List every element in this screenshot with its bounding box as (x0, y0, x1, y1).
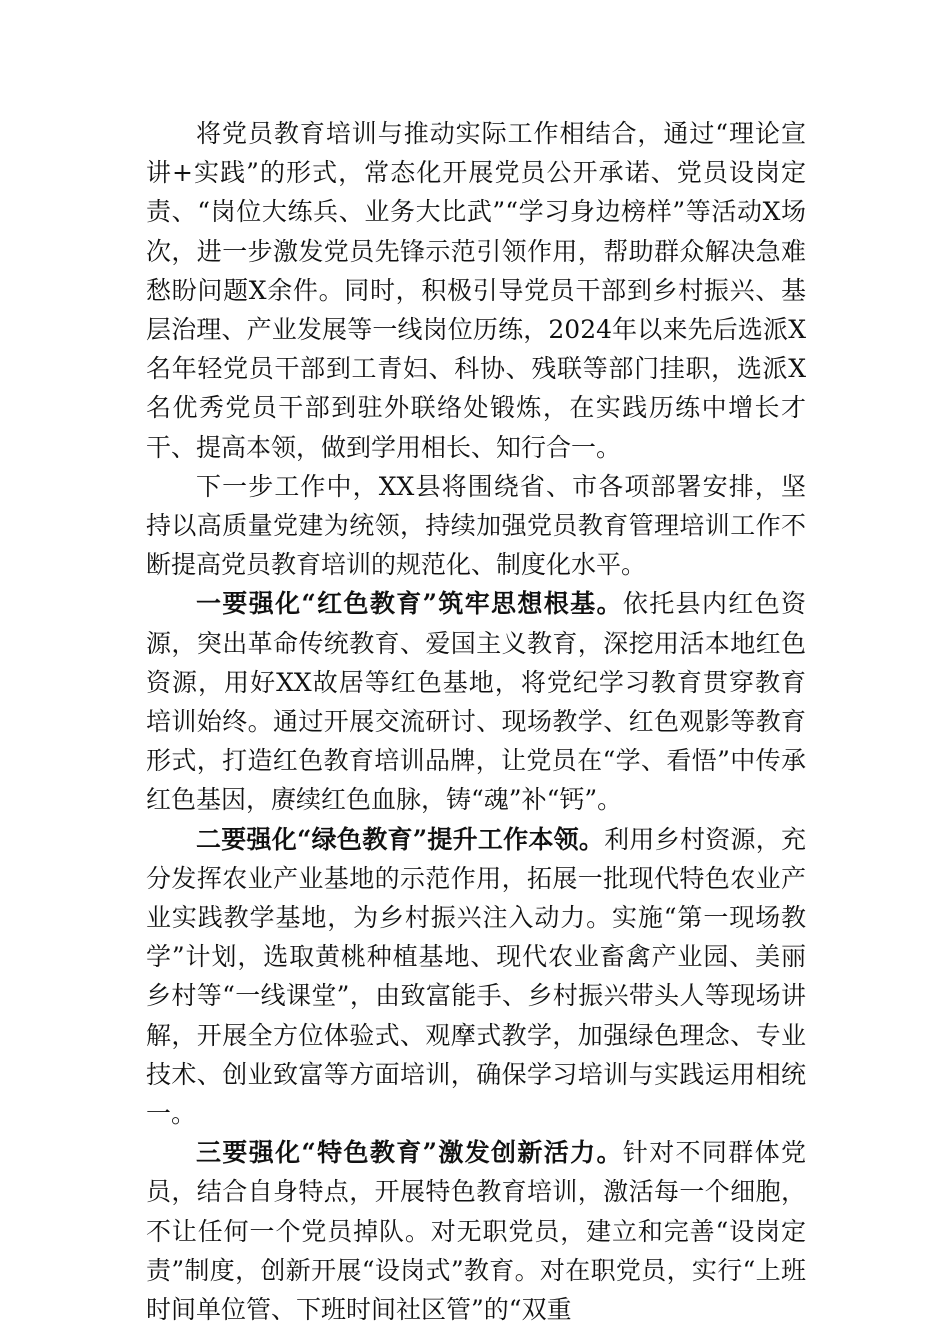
paragraph-text: 针对不同群体党员，结合自身特点，开展特色教育培训，激活每一个细胞，不让任何一个党员掉队。对无职党员，建立和完善“设岗定责”制度，创新开展“设岗式”教育。对在职党员，实行“上班时间单位管、下班时间社区管”的“双重 (146, 1138, 806, 1325)
paragraph-lead: 一要强化“红色教育”筑牢思想根基。 (196, 589, 623, 619)
paragraph-lead: 三要强化“特色教育”激发创新活力。 (196, 1138, 623, 1168)
paragraph-text: 将党员教育培训与推动实际工作相结合，通过“理论宣讲+实践”的形式，常态化开展党员公开承诺、党员设岗定责、“岗位大练兵、业务大比武”“学习身边榜样”等活动X场次，进一步激发党员先锋示范引领作用，帮助群众解决急难愁盼问题X余件。同时，积极引导党员干部到乡村振兴、基层治理、产业发展等一线岗位历练，2024年以来先后选派X名年轻党员干部到工青妇、科协、残联等部门挂职，选派X名优秀党员干部到驻外联络处锻炼，在实践历练中增长才干、提高本领，做到学用相长、知行合一。 (146, 119, 806, 462)
paragraph-practice (146, 114, 806, 467)
paragraph-red-education (146, 584, 806, 819)
paragraph-text: 依托县内红色资源，突出革命传统教育、爱国主义教育，深挖用活本地红色资源，用好XX故居等红色基地，将党纪学习教育贯穿教育培训始终。通过开展交流研讨、现场教学、红色观影等教育形式，打造红色教育培训品牌，让党员在“学、看悟”中传承红色基因，赓续红色血脉，铸“魂”补“钙”。 (146, 589, 806, 815)
paragraph-text: 利用乡村资源，充分发挥农业产业基地的示范作用，拓展一批现代特色农业产业实践教学基地，为乡村振兴注入动力。实施“第一现场教学”计划，选取黄桃种植基地、现代农业畜禽产业园、美丽乡村等“一线课堂”，由致富能手、乡村振兴带头人等现场讲解，开展全方位体验式、观摩式教学，加强绿色理念、专业技术、创业致富等方面培训，确保学习培训与实践运用相统一。 (146, 824, 806, 1129)
document-body (146, 114, 806, 1329)
paragraph-text: 下一步工作中，XX县将围绕省、市各项部署安排，坚持以高质量党建为统领，持续加强党员教育管理培训工作不断提高党员教育培训的规范化、制度化水平。 (146, 471, 806, 580)
paragraph-green-education (146, 820, 806, 1134)
paragraph-lead: 二要强化“绿色教育”提升工作本领。 (196, 824, 605, 854)
paragraph-special-education (146, 1133, 806, 1329)
paragraph-next-step (146, 467, 806, 585)
